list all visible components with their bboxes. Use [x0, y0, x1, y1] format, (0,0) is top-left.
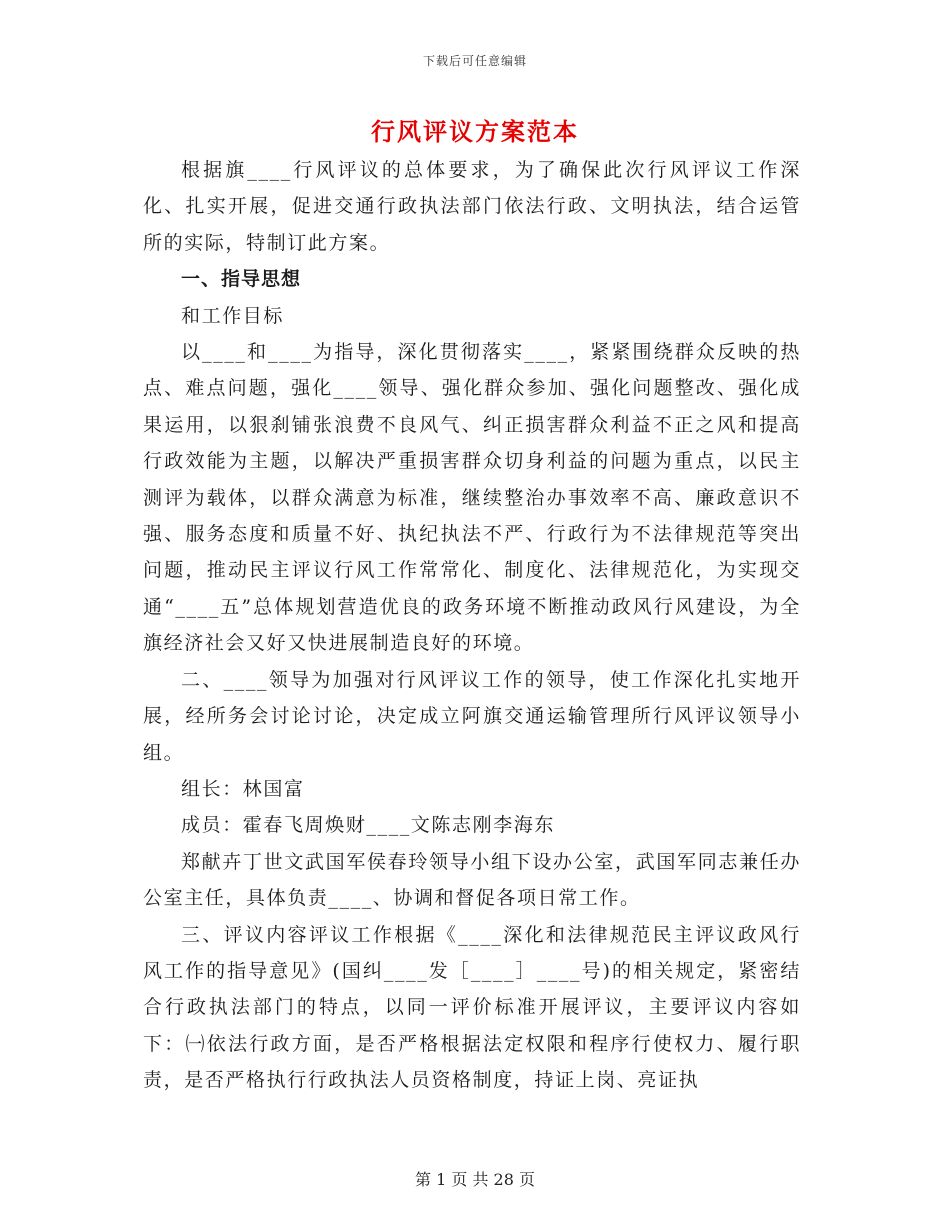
section-heading-guiding-thought: 一、指导思想: [181, 268, 302, 291]
paragraph-guidance: 以____和____为指导，深化贯彻落实____，紧紧围绕群众反映的热点、难点问题，强化____领导、强化群众参加、强化问题整改、强化成果运用，以狠刹铺张浪费不良风气、纠正损害群众利益不正之风和提高行政效能为主题，以解决严重损害群众切身利益的问题为重点，以民主测评为载体，以群众满意为标准，继续整治办事效率不高、廉政意识不强、服务态度和质量不好、执纪执法不严、行政行为不法律规范等突出问题，推动民主评议行风工作常常化、制度化、法律规范化，为实现交通“____五”总体规划营造优良的政务环境不断推动政风行风建设，为全旗经济社会又好又快进展制造良好的环境。: [143, 341, 801, 655]
paragraph-review-content: 三、评议内容评议工作根据《____深化和法律规范民主评议政风行风工作的指导意见》(国纠____发［____］____号)的相关规定，紧密结合行政执法部门的特点，以同一评价标准开展评议，主要评议内容如下：㈠依法行政方面，是否严格根据法定权限和程序行使权力、履行职责，是否严格执行行政执法人员资格制度，持证上岗、亮证执: [143, 923, 801, 1092]
paragraph-work-goal: 和工作目标: [181, 304, 285, 327]
paragraph-leadership: 二、____领导为加强对行风评议工作的领导，使工作深化扎实地开展，经所务会讨论讨论，决定成立阿旗交通运输管理所行风评议领导小组。: [143, 668, 801, 764]
page-number: 第 1 页 共 28 页: [415, 1170, 535, 1189]
paragraph-office: 郑献卉丁世文武国军侯春玲领导小组下设办公室，武国军同志兼任办公室主任，具体负责____、协调和督促各项日常工作。: [143, 850, 801, 910]
document-title: 行风评议方案范本: [371, 117, 579, 146]
document-body: [143, 152, 801, 1099]
page-header-note: 下载后可任意编辑: [422, 54, 527, 68]
paragraph-intro: 根据旗____行风评议的总体要求，为了确保此次行风评议工作深化、扎实开展，促进交通行政执法部门依法行政、文明执法，结合运管所的实际，特制订此方案。: [143, 159, 801, 254]
paragraph-members: 成员：霍春飞周焕财____文陈志刚李海东: [181, 814, 556, 837]
paragraph-team-leader: 组长：林国富: [181, 777, 305, 800]
